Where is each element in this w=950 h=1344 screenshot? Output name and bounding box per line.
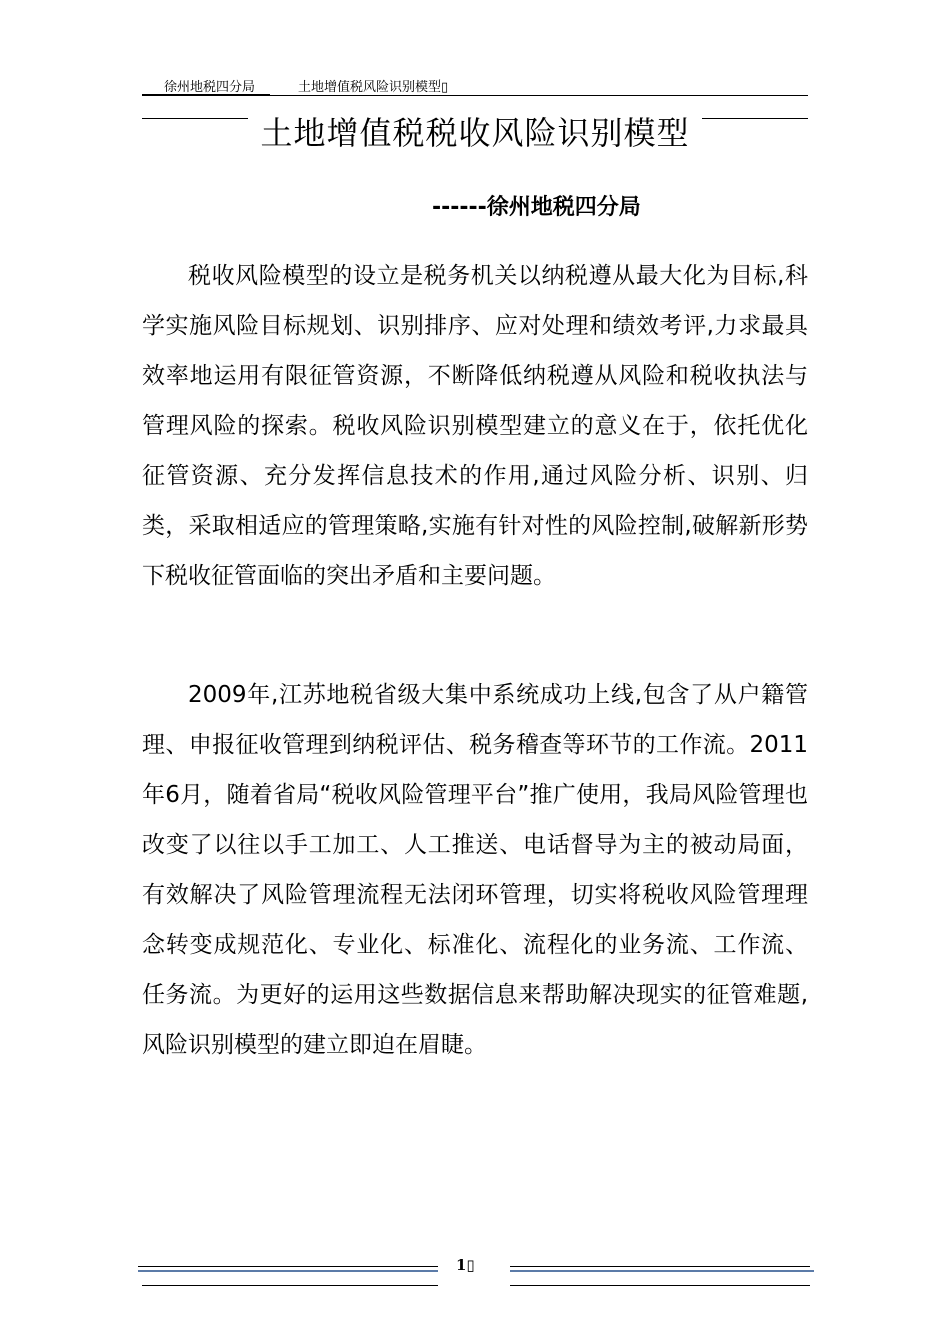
byline: ------徐州地税四分局 [432, 195, 641, 220]
footer-rule [138, 1266, 438, 1267]
page-footer [138, 1256, 814, 1296]
page-number: 1▯ [456, 1256, 475, 1274]
body-paragraph-1: 税收风险模型的设立是税务机关以纳税遵从最大化为目标,科学实施风险目标规划、识别排序、应对处理和绩效考评,力求最具效率地运用有限征管资源，不断降低纳税遵从风险和税收执法与管理风险的探索。税收风险识别模型建立的意义在于，依托优化征管资源、充分发挥信息技术的作用,通过风险分析、识别、归类，采取相适应的管理策略,实施有针对性的风险控制,破解新形势下税收征管面临的突出矛盾和主要问题。 [142, 263, 808, 589]
header-rule [142, 95, 808, 96]
footer-rule [510, 1285, 810, 1286]
footer-rule [510, 1266, 810, 1267]
page-header [142, 68, 808, 96]
header-organization: 徐州地税四分局 [164, 80, 256, 95]
footer-accent-rule [510, 1270, 814, 1272]
footer-accent-rule [138, 1270, 438, 1272]
page-title: 土地增值税税收风险识别模型 [260, 114, 690, 152]
body-paragraph-2: 2009年,江苏地税省级大集中系统成功上线,包含了从户籍管理、申报征收管理到纳税评估、税务稽查等环节的工作流。2011年6月，随着省局“税收风险管理平台”推广使用，我局风险管理也改变了以往以手工加工、人工推送、电话督导为主的被动局面，有效解决了风险管理流程无法闭环管理，切实将税收风险管理理念转变成规范化、专业化、标准化、流程化的业务流、工作流、任务流。为更好的运用这些数据信息来帮助解决现实的征管难题,风险识别模型的建立即迫在眉睫。 [142, 682, 808, 1058]
header-document-title: 土地增值税风险识别模型▯ [298, 80, 449, 95]
footer-rule [142, 1285, 438, 1286]
